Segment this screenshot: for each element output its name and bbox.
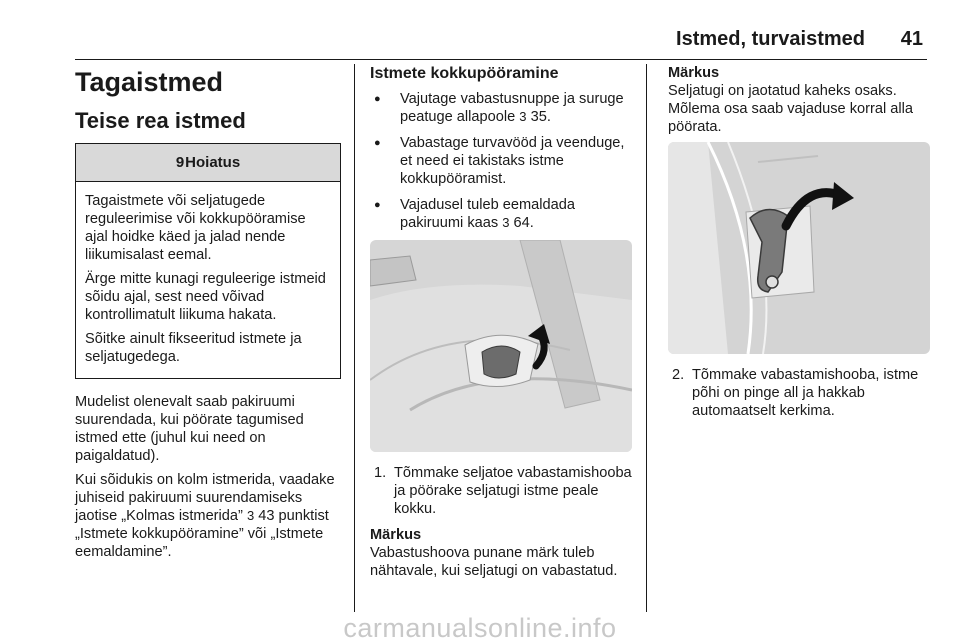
section-heading: Istmete kokkupööramine [370,65,559,82]
body-paragraph: Kui sõidukis on kolm istmerida, vaadake juhiseid pakiruumi suurendamiseks jaotise „Kolmas istmerida” 3 43 punktist „Istmete kokkupööramine” või „Istmete eemaldamine”. [75,472,335,560]
step-list [668,366,928,420]
body-paragraph: Mudelist olenevalt saab pakiruumi suurendada, kui pöörate tagumised istmed ette (juhul kui need on paigaldatud). [75,394,304,464]
cross-reference-icon[interactable]: 3 [519,109,527,124]
column-middle [370,64,632,586]
watermark: carmanualsonline.info [343,613,617,642]
warning-body [76,182,340,378]
seat-illustration-icon [370,240,632,452]
page-number: 41 [900,28,923,50]
warning-text: Sõitke ainult fikseeritud istmete ja seljatugedega. [85,331,302,365]
header-rule [75,59,927,60]
warning-text: Ärge mitte kunagi reguleerige istmeid sõidu ajal, sest need võivad kontrollimatult liikuma hakata. [85,271,326,323]
cross-reference-icon[interactable]: 3 [502,215,510,230]
column-divider-left [354,64,355,612]
lever-illustration-icon [668,142,930,354]
warning-text: Tagaistmete või seljatugede reguleerimise või kokkupööramise ajal hoidke käed ja jalad nende liikumisalast eemal. [85,193,306,263]
note-label: Märkus [370,527,422,543]
section-title: Tagaistmed [75,67,224,97]
list-item: ● Vajadusel tuleb eemaldada pakiruumi kaas 3 64. [370,196,632,232]
list-item: 1. Tõmmake seljatoe vabastamishooba ja pöörake seljatugi istme peale kokku. [374,465,632,517]
list-item: 2. Tõmmake vabastamishooba, istme põhi on pinge all ja hakkab automaatselt kerkima. [672,367,919,419]
warning-box [75,143,341,379]
warning-header [76,144,340,182]
note-text: Seljatugi on jaotatud kaheks osaks. Mõlema osa saab vajaduse korral alla pöörata. [668,83,913,135]
section-subtitle: Teise rea istmed [75,108,246,133]
warning-icon: 9 [175,154,185,171]
cross-reference-icon[interactable]: 3 [246,508,255,523]
column-left [75,64,341,567]
note-text: Vabastushoova punane märk tuleb nähtavale, kui seljatugi on vabastatud. [370,545,618,579]
step-list [370,464,632,518]
list-item: ● Vajutage vabastusnuppe ja suruge peatuge allapoole 3 35. [370,90,632,126]
warning-label: Hoiatus [185,154,241,171]
list-item: ● Vabastage turvavööd ja veenduge, et need ei takistaks istme kokkupööramist. [370,134,632,188]
column-right [668,64,928,428]
note-label: Märkus [668,65,720,81]
release-lever-illustration [668,142,930,354]
header-title: Istmed, turvaistmed [676,28,865,50]
page-header [75,26,927,58]
column-divider-right [646,64,647,612]
bullet-list [370,90,632,232]
seatback-release-illustration [370,240,632,452]
